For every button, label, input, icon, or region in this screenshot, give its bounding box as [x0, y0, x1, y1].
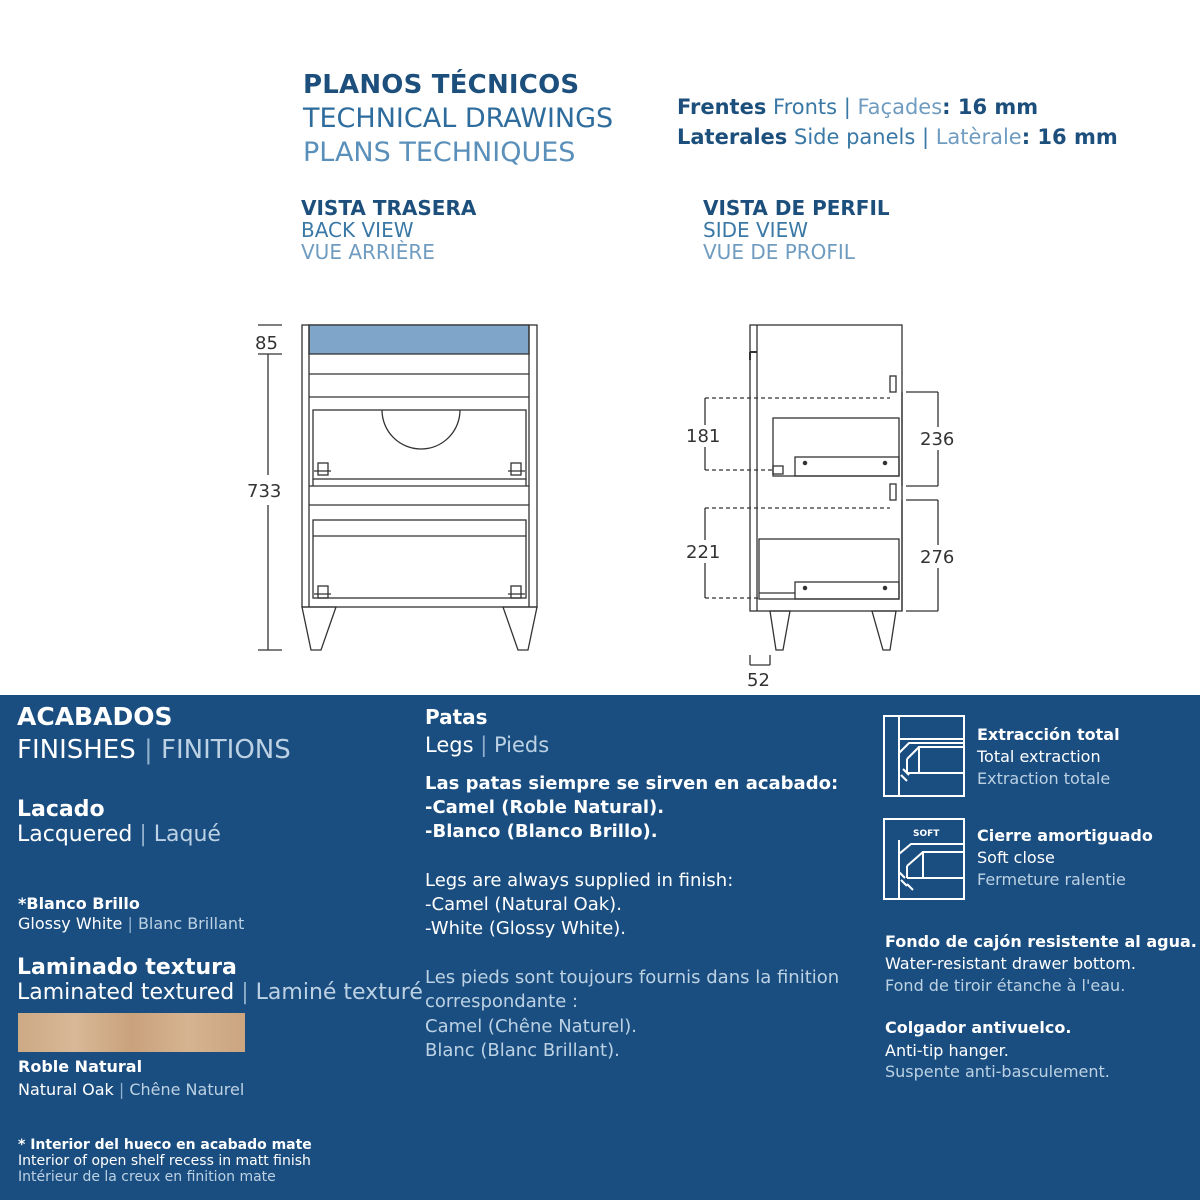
note-fr: Intérieur de la creux en finition mate	[18, 1169, 276, 1185]
spec-side-fr: Latèrale	[929, 125, 1022, 149]
anti-tip-fr: Suspente anti-basculement.	[885, 1062, 1110, 1081]
back-view-fr: VUE ARRIÈRE	[301, 240, 435, 264]
dim-back-total: 733	[247, 481, 282, 502]
legs-en-line: -Camel (Natural Oak).	[425, 894, 622, 915]
finishes-en: FINISHES	[17, 735, 136, 765]
glossy-sub: Glossy White | Blanc Brillant	[18, 914, 245, 933]
spec-fronts-key: Frentes	[677, 95, 767, 119]
side-view-fr: VUE DE PROFIL	[703, 240, 855, 264]
legs-en-line: -White (Glossy White).	[425, 918, 627, 939]
spec-side-key: Laterales	[677, 125, 788, 149]
glossy-en: Glossy White	[18, 914, 123, 933]
finishes-heading: ACABADOS	[17, 702, 173, 731]
back-view-en: BACK VIEW	[301, 218, 414, 242]
finishes-fr: FINITIONS	[161, 735, 291, 765]
dim-side-front-upper: 236	[920, 429, 955, 450]
soft-close-icon	[883, 818, 965, 900]
water-resistant-es: Fondo de cajón resistente al agua.	[885, 932, 1197, 951]
lacquered-sub: Lacquered | Laqué	[17, 822, 221, 847]
finishes-subtitle	[17, 735, 291, 765]
spec-fronts-sep: |	[843, 95, 851, 119]
oak-swatch	[18, 1013, 245, 1052]
laminated-en: Laminated textured	[17, 980, 235, 1005]
spec-side-en: Side panels	[787, 125, 922, 149]
side-view-en: SIDE VIEW	[703, 218, 808, 242]
legs-heading: Patas	[425, 705, 488, 729]
anti-tip-en: Anti-tip hanger.	[885, 1041, 1009, 1060]
dim-side-inner-upper: 181	[686, 426, 721, 447]
lacquered-fr: Laqué	[153, 822, 221, 847]
soft-label: SOFT	[913, 829, 940, 839]
back-view-es: VISTA TRASERA	[301, 196, 477, 220]
spec-fronts-en: Fronts	[766, 95, 844, 119]
legs-es-line: Las patas siempre se sirven en acabado:	[425, 773, 839, 794]
soft-close-es: Cierre amortiguado	[977, 826, 1153, 845]
side-view-drawing	[705, 325, 938, 665]
legs-fr: Pieds	[493, 733, 550, 757]
dim-side-leg: 52	[747, 670, 770, 691]
legs-fr-line: Camel (Chêne Naturel).	[425, 1016, 637, 1037]
legs-es-line: -Camel (Roble Natural).	[425, 797, 665, 818]
legs-fr-line: Les pieds sont toujours fournis dans la finition	[425, 967, 840, 988]
spec-fronts-value: 16 mm	[950, 95, 1039, 119]
laminated-es: Laminado textura	[17, 955, 237, 980]
oak-sub: Natural Oak | Chêne Naturel	[18, 1080, 245, 1099]
water-resistant-fr: Fond de tiroir étanche à l'eau.	[885, 976, 1126, 995]
total-extraction-icon	[883, 715, 965, 797]
glossy-fr: Blanc Brillant	[137, 914, 245, 933]
legs-fr-line: correspondante :	[425, 991, 579, 1012]
title-es: PLANOS TÉCNICOS	[303, 70, 580, 100]
title-en: TECHNICAL DRAWINGS	[303, 103, 614, 134]
legs-subtitle: Legs | Pieds	[425, 733, 550, 757]
anti-tip-es: Colgador antivuelco.	[885, 1018, 1072, 1037]
lacquered-en: Lacquered	[17, 822, 133, 847]
oak-fr: Chêne Naturel	[129, 1080, 245, 1099]
oak-en: Natural Oak	[18, 1080, 114, 1099]
total-extraction-fr: Extraction totale	[977, 769, 1111, 788]
total-extraction-es: Extracción total	[977, 725, 1120, 744]
back-view-drawing	[258, 325, 537, 650]
dim-back-top: 85	[255, 333, 278, 354]
spec-side-sep: |	[921, 125, 930, 149]
dim-side-front-lower: 276	[920, 547, 955, 568]
lacquered-es: Lacado	[17, 797, 105, 822]
laminated-fr: Laminé texturé	[255, 980, 423, 1005]
spec-fronts-fr: Façades	[850, 95, 943, 119]
soft-close-fr: Fermeture ralentie	[977, 870, 1126, 889]
dim-side-inner-lower: 221	[686, 542, 721, 563]
laminated-sub: Laminated textured | Laminé texturé	[17, 980, 423, 1005]
title-fr: PLANS TECHNIQUES	[303, 137, 576, 168]
soft-close-en: Soft close	[977, 848, 1055, 867]
note-es: * Interior del hueco en acabado mate	[18, 1137, 312, 1153]
total-extraction-en: Total extraction	[977, 747, 1101, 766]
note-en: Interior of open shelf recess in matt finish	[18, 1153, 311, 1169]
legs-en: Legs	[425, 733, 474, 757]
legs-fr-line: Blanc (Blanc Brillant).	[425, 1040, 620, 1061]
finishes-sep: |	[135, 735, 162, 765]
legs-es-line: -Blanco (Blanco Brillo).	[425, 821, 658, 842]
side-view-es: VISTA DE PERFIL	[703, 196, 890, 220]
water-resistant-en: Water-resistant drawer bottom.	[885, 954, 1136, 973]
spec-fronts-colon: :	[942, 95, 951, 119]
top-panel	[309, 325, 529, 354]
spec-side-colon: :	[1021, 125, 1031, 149]
spec-side-value: 16 mm	[1030, 125, 1118, 149]
oak-es: Roble Natural	[18, 1057, 143, 1076]
legs-en-line: Legs are always supplied in finish:	[425, 870, 734, 891]
glossy-es: *Blanco Brillo	[18, 894, 140, 913]
